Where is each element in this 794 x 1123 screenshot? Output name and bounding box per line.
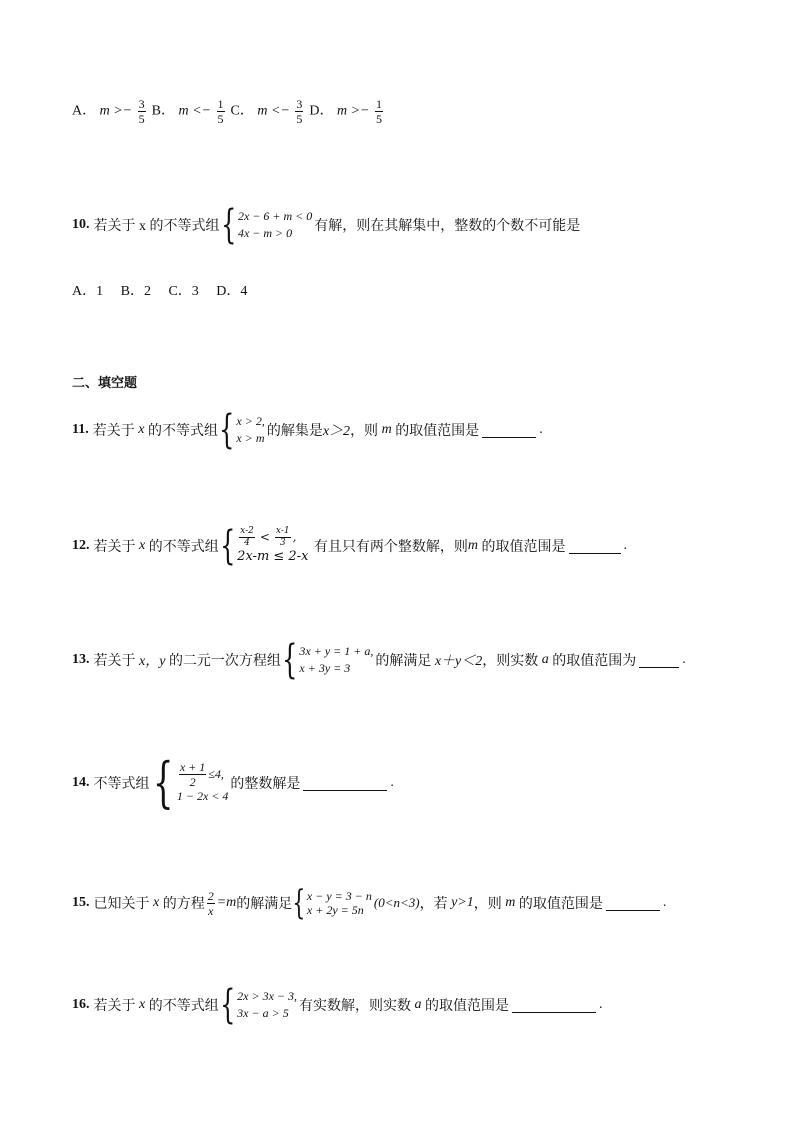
question-11: 11. 若关于 x 的不等式组 { x > 2, x > m 的解集是 x＞2 ，则 m 的取值范围是 . xyxy=(72,407,543,453)
question-10: 10. 若关于 x 的不等式组 { 2x − 6 + m < 0 4x − m > 0 有解，则在其解集中，整数的个数不可能是 xyxy=(72,202,581,248)
fraction: $\frac{1}{5}$ xyxy=(217,97,224,126)
q9-option-c[interactable]: C． m <− $\frac{3}{5}$ xyxy=(230,97,303,126)
answer-blank[interactable] xyxy=(606,896,660,911)
question-15: 15. 已知关于 x 的方程 $\frac{2}{x}$ =m 的解满足 { x − y = 3 − n x + 2y = 5n (0<n<3) ，若 y>1 ，则 m 的取值范围是 . xyxy=(72,883,667,923)
answer-blank[interactable] xyxy=(639,653,679,668)
fraction: $\frac{x-2}{4}$ xyxy=(240,526,254,548)
q9-options xyxy=(72,98,389,125)
question-number: 16. xyxy=(72,997,90,1012)
inequality-system: { 2x − 6 + m < 0 4x − m > 0 xyxy=(220,202,313,248)
inequality-system: { $\frac{x + 1}{2}$ ≤4, 1 − 2x < 4 xyxy=(152,751,229,814)
answer-blank[interactable] xyxy=(303,776,387,791)
q9-option-a[interactable]: A． m >− $\frac{3}{5}$ xyxy=(72,97,145,126)
fraction: $\frac{3}{5}$ xyxy=(138,97,145,126)
fraction: $\frac{x + 1}{2}$ xyxy=(179,760,206,789)
equation-system: { x − y = 3 − n x + 2y = 5n xyxy=(292,883,372,923)
fraction: $\frac{1}{5}$ xyxy=(376,97,382,126)
question-16: 16. 若关于 x 的不等式组 { 2x > 3x − 3, 3x − a > 5 有实数解，则实数 a 的取值范围是 . xyxy=(72,982,603,1028)
section-title: 二、填空题 xyxy=(72,375,138,390)
q10-options[interactable]: A．1 B．2 C．3 D．4 xyxy=(72,284,248,299)
equation-system: { 3x + y = 1 + a, x + 3y = 3 xyxy=(282,637,374,683)
answer-blank[interactable] xyxy=(569,539,621,554)
q9-option-b[interactable]: B． m <− $\frac{1}{5}$ xyxy=(151,97,224,126)
question-number: 10. xyxy=(72,217,90,232)
fraction: $\frac{x-1}{3}$ xyxy=(275,526,290,548)
question-12: 12. 若关于 x 的不等式组 { $\frac{x-2}{4}$ < $\frac{x-1}{3}$ , 2x-m ≤ 2-x 有且只有两个整数解，则 m 的取值范围是 . xyxy=(72,523,628,569)
question-13: 13. 若关于 x，y 的二元一次方程组 { 3x + y = 1 + a, x + 3y = 3 的解满足 x＋y＜2 ，则实数 a 的取值范围为 . xyxy=(72,637,686,683)
question-number: 14. xyxy=(72,775,90,790)
inequality-system: { x > 2, x > m xyxy=(219,407,265,453)
question-number: 12. xyxy=(72,538,90,553)
question-14: 14. 不等式组 { $\frac{x + 1}{2}$ ≤4, 1 − 2x < 4 的整数解是 . xyxy=(72,751,394,814)
inequality-system: { $\frac{x-2}{4}$ < $\frac{x-1}{3}$ , 2x-m ≤ 2-x xyxy=(219,523,309,569)
inequality-system: { 2x > 3x − 3, 3x − a > 5 xyxy=(219,982,298,1028)
answer-blank[interactable] xyxy=(512,998,596,1013)
question-number: 13. xyxy=(72,652,90,667)
fraction: $\frac{3}{5}$ xyxy=(296,97,303,126)
q9-option-d[interactable]: D． m >− $\frac{1}{5}$ xyxy=(309,97,382,126)
question-number: 15. xyxy=(72,895,90,910)
question-number: 11. xyxy=(72,422,89,437)
answer-blank[interactable] xyxy=(482,423,536,438)
fraction: $\frac{2}{x}$ xyxy=(207,888,214,918)
